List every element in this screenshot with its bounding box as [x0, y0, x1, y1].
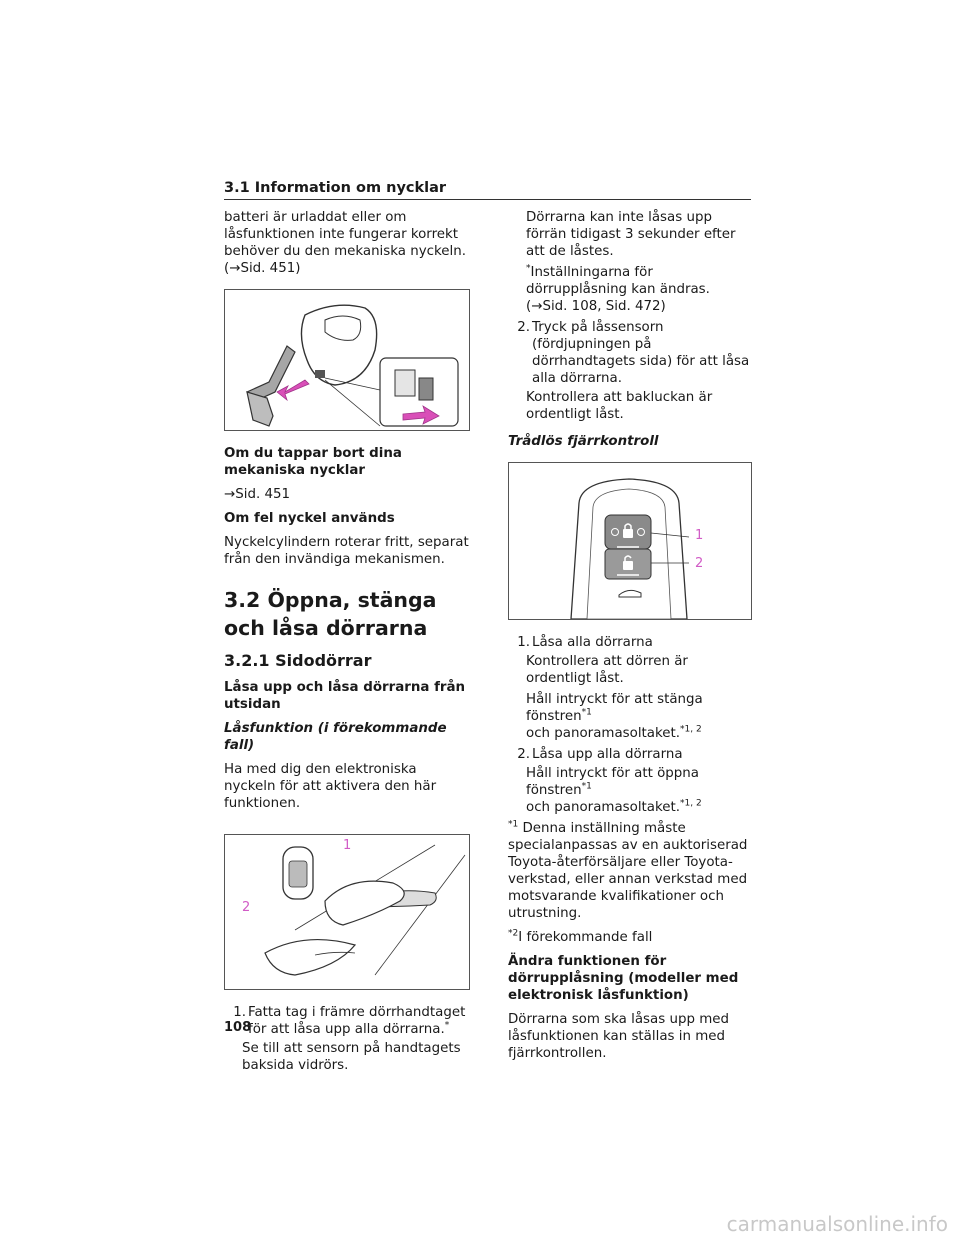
remote-step-2 — [508, 746, 754, 763]
lock-function-text: Ha med dig den elektroniska nyckeln för att aktivera den här funktionen. — [224, 762, 437, 811]
remote-step-1-text: Låsa alla dörrarna — [532, 635, 653, 650]
footnote-1 — [508, 820, 754, 922]
fig3-callout-1: 1 — [695, 528, 704, 543]
step-2-number: 2. — [517, 320, 530, 335]
continuation-2: *Inställningarna för dörrupplåsning kan ändras. (→Sid. 108, Sid. 472) — [526, 263, 710, 314]
fig3-callout-2: 2 — [695, 556, 704, 571]
footnote-2-text: I förekommande fall — [518, 930, 653, 945]
wrong-key-heading: Om fel nyckel används — [224, 511, 395, 526]
outside-heading: Låsa upp och låsa dörrarna från utsidan — [224, 680, 466, 712]
remote-step-2-number: 2. — [517, 747, 530, 762]
continuation-1: Dörrarna kan inte låsas upp förrän tidigast 3 sekunder efter att de låstes. — [526, 210, 736, 259]
step-1-sup: * — [444, 1020, 450, 1031]
page-header: 3.1 Information om nycklar — [224, 180, 751, 200]
lost-keys-ref[interactable]: →Sid. 451 — [224, 487, 291, 502]
watermark: carmanualsonline.info — [726, 1212, 948, 1236]
fig2-callout-1: 1 — [343, 838, 352, 853]
intro-paragraph: batteri är urladdat eller om låsfunktionen inte fungerar korrekt behöver du den mekaniska nyckeln. (→Sid. 451) — [224, 210, 466, 276]
figure-mechanical-key — [224, 289, 470, 431]
lock-function-heading: Låsfunktion (i förekommande fall) — [224, 721, 447, 753]
right-column — [508, 209, 754, 1069]
step-1-text: Fatta tag i främre dörrhandtaget för att låsa upp alla dörrarna. — [248, 1005, 466, 1037]
step-2-note: Kontrollera att bakluckan är ordentligt låst. — [526, 390, 713, 422]
remote-step-2-text: Låsa upp alla dörrarna — [532, 747, 683, 762]
change-heading: Ändra funktionen för dörrupplåsning (modeller med elektronisk låsfunktion) — [508, 954, 739, 1003]
footnote-1-mark: *1 — [508, 819, 519, 830]
lost-keys-heading: Om du tappar bort dina mekaniska nycklar — [224, 446, 402, 478]
remote-step-1-note-2: Håll intryckt för att stänga fönstren$^{*1}$ och panoramasoltaket.$^{*1, 2}$ — [526, 692, 703, 741]
remote-step-1-note-1: Kontrollera att dörren är ordentligt låst. — [526, 654, 688, 686]
remote-step-1 — [508, 634, 754, 651]
remote-step-1-number: 1. — [517, 635, 530, 650]
remote-illustration — [509, 463, 751, 619]
footnote-2-mark: *2 — [508, 928, 519, 939]
left-column — [224, 209, 470, 1078]
continuation-2-sup: * — [526, 263, 531, 274]
figure-door-handle — [224, 834, 470, 990]
footnote-1-text: Denna inställning måste specialanpassas av en auktoriserad Toyota-återförsäljare eller Toyota-verkstad, eller annan verkstad med motsvarande kvalifikationer och utrustning. — [508, 821, 748, 921]
step-1-note: Se till att sensorn på handtagets baksida vidrörs. — [242, 1041, 461, 1073]
step-2-text: Tryck på låssensorn (fördjupningen på dörrhandtagets sida) för att låsa alla dörrarna. — [532, 320, 750, 386]
subsection-title: 3.2.1 Sidodörrar — [224, 651, 372, 670]
step-1-number: 1. — [233, 1005, 246, 1020]
footnote-2 — [508, 929, 754, 946]
remote-step-2-note: Håll intryckt för att öppna fönstren$^{*1}$ och panoramasoltaket.$^{*1, 2}$ — [526, 766, 702, 815]
section-title: 3.2 Öppna, stänga och låsa dörrarna — [224, 588, 437, 640]
figure-remote — [508, 462, 752, 620]
step-1 — [224, 1004, 470, 1038]
mechanical-key-illustration — [225, 290, 469, 430]
remote-heading: Trådlös fjärrkontroll — [508, 434, 659, 449]
change-text: Dörrarna som ska låsas upp med låsfunktionen kan ställas in med fjärrkontrollen. — [508, 1012, 729, 1061]
page-number: 108 — [224, 1020, 252, 1035]
fig2-callout-2: 2 — [242, 900, 251, 915]
wrong-key-text: Nyckelcylindern roterar fritt, separat från den invändiga mekanismen. — [224, 535, 469, 567]
door-handle-illustration — [225, 835, 469, 989]
step-2 — [508, 319, 754, 387]
